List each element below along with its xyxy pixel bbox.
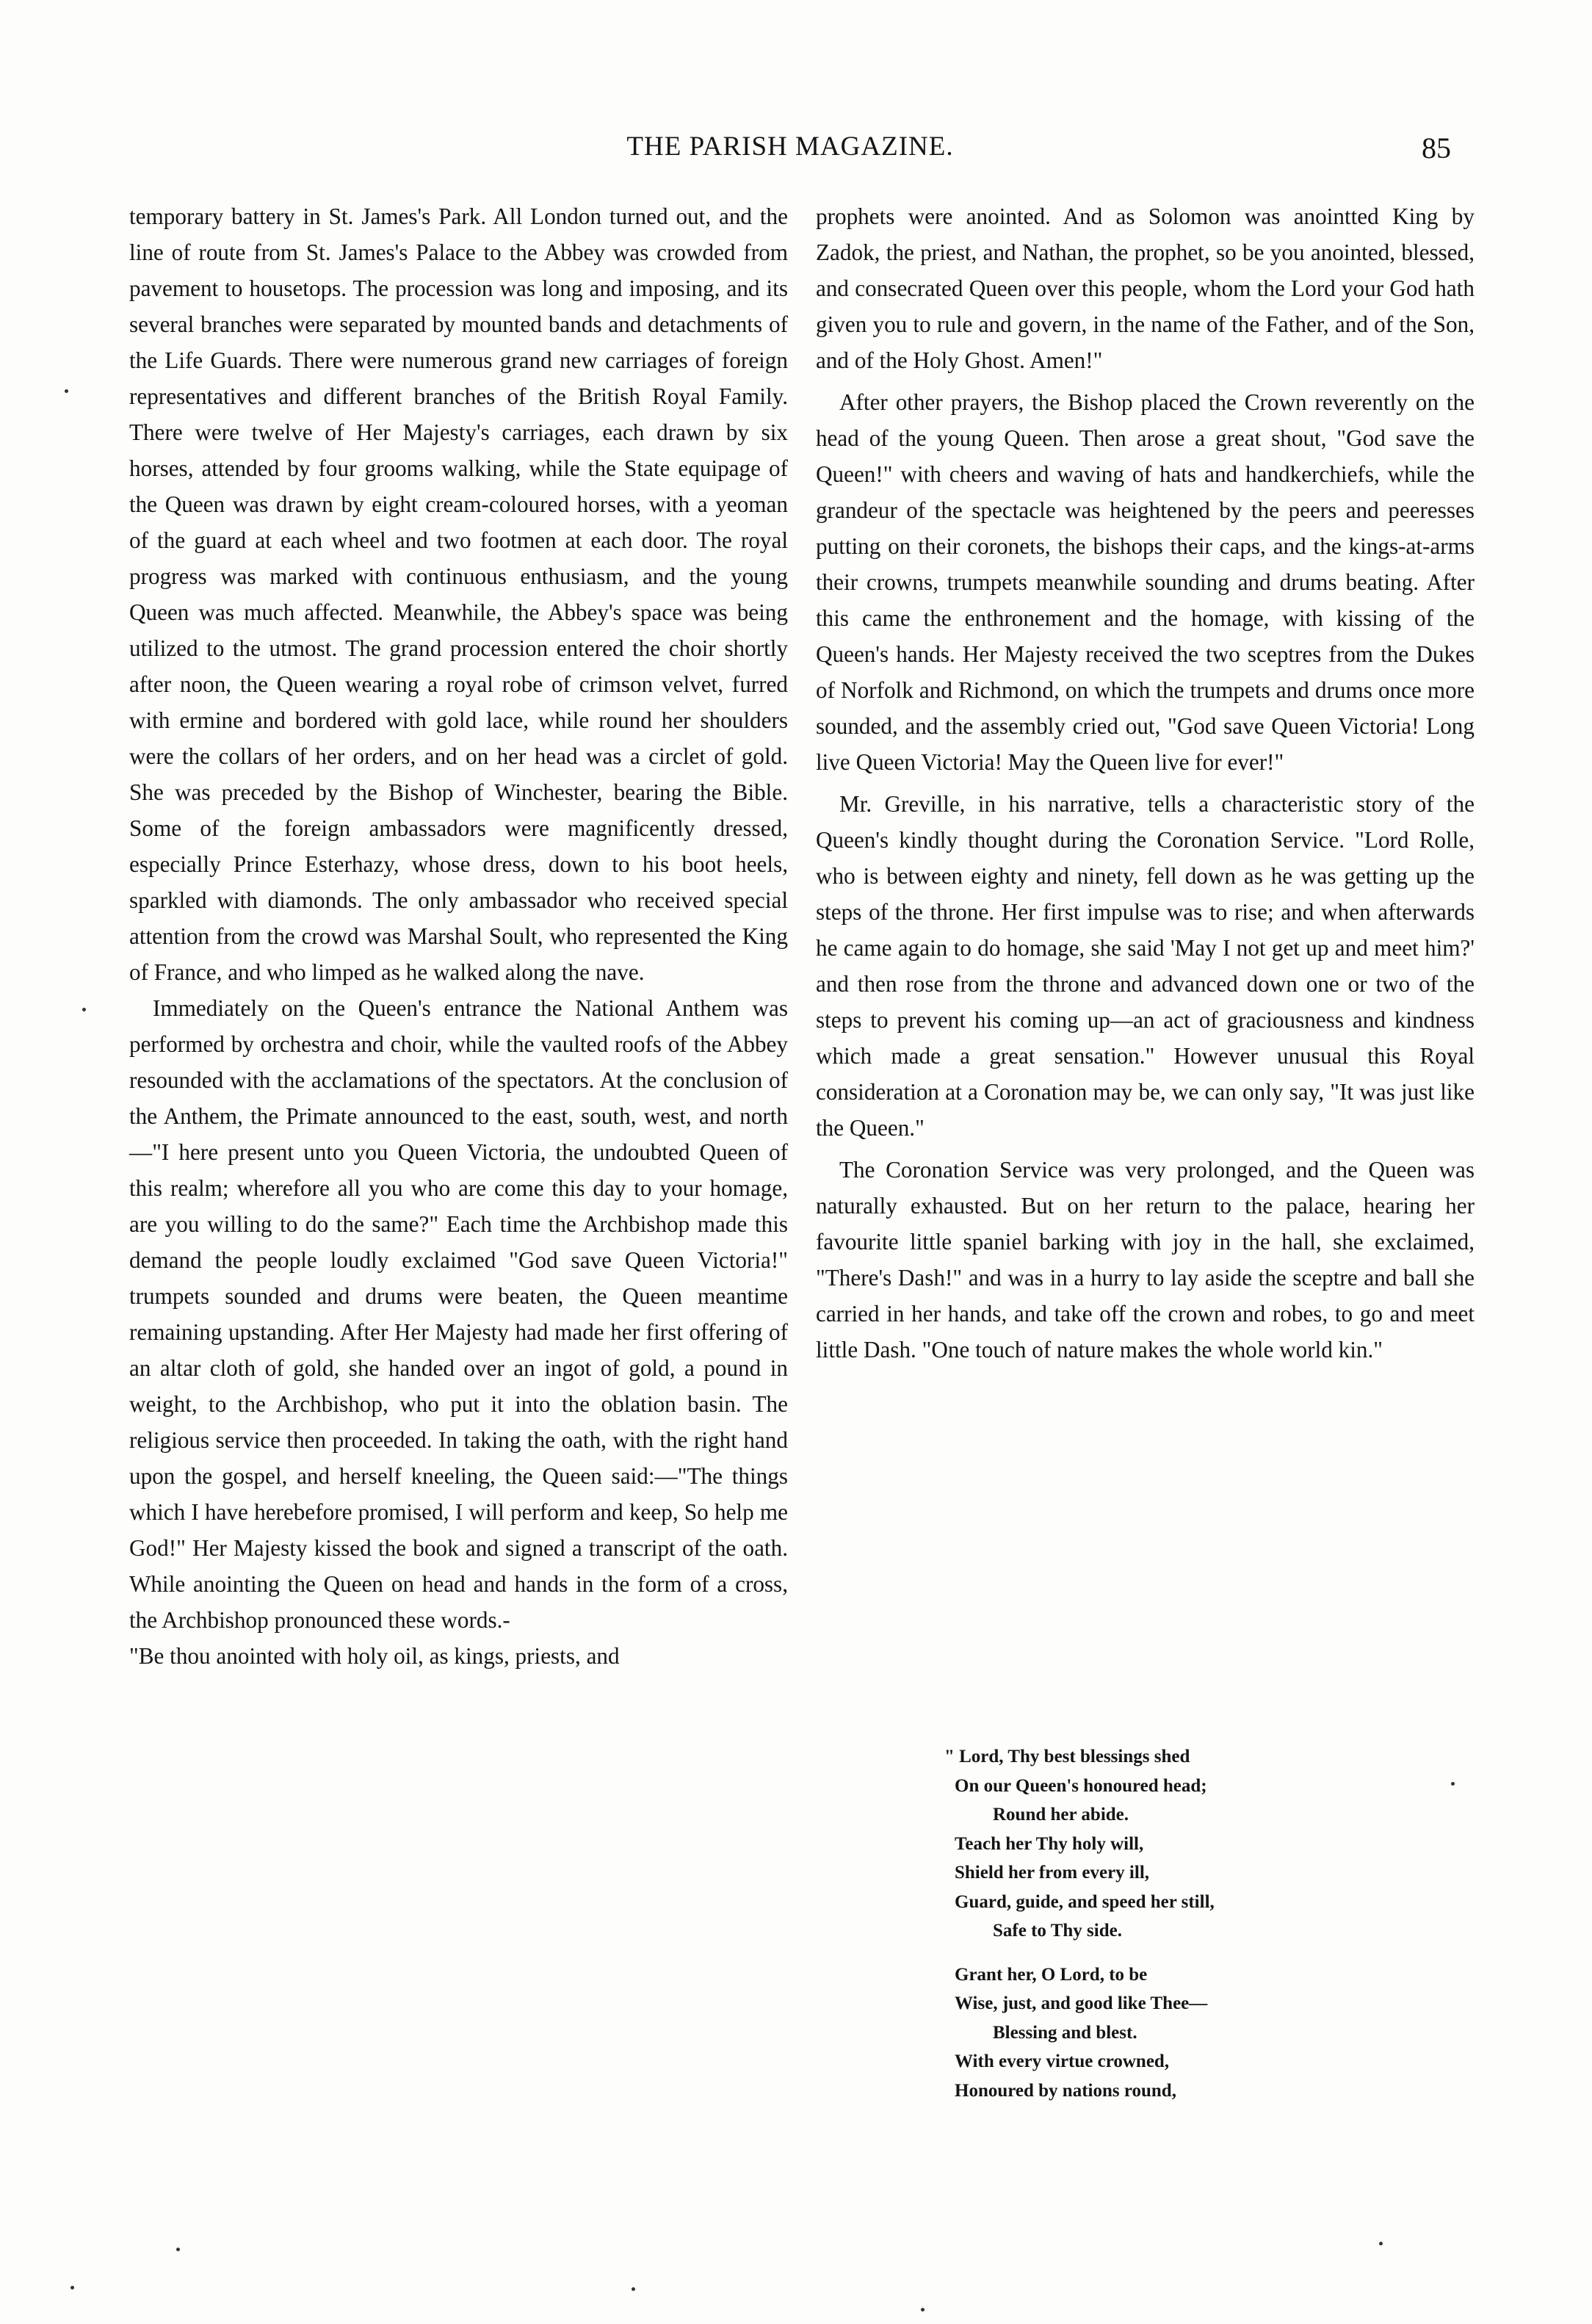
poem-stanza xyxy=(944,1742,1395,1946)
page-header xyxy=(129,131,1451,175)
poem-line: Round her abide. xyxy=(993,1805,1129,1825)
poem-line: Wise, just, and good like Thee— xyxy=(955,1993,1208,2013)
poem-line: Grant her, O Lord, to be xyxy=(955,1964,1148,1985)
scan-speck xyxy=(82,1008,86,1011)
poem-line: Teach her Thy holy will, xyxy=(955,1833,1144,1854)
scan-speck xyxy=(1451,1782,1455,1786)
poem-line: With every virtue crowned, xyxy=(955,2051,1170,2071)
running-title: THE PARISH MAGAZINE. xyxy=(626,131,954,162)
scan-speck xyxy=(65,389,68,393)
paragraph: prophets were anointed. And as Solomon was anointted King by Zadok, the priest, and Nathan, the prophet, so be you anointed, blessed, and consecrated Queen over this people, whom the Lord your God hath given you to rule and govern, in the name of the Father, and of the Son, and of the Holy Ghost. Amen!" xyxy=(816,203,1475,373)
poem-line: Honoured by nations round, xyxy=(955,2080,1176,2101)
scan-speck xyxy=(176,2248,180,2251)
scan-speck xyxy=(632,2287,635,2291)
poem-line: " Lord, Thy best blessings shed xyxy=(944,1747,1190,1767)
paragraph: temporary battery in St. James's Park. All London turned out, and the line of route from St. James's Palace to the Abbey was crowded from pavement to housetops. The procession was long and imposing, and its several branches were separated by mounted bands and detachments of the Life Guards. There were numerous grand new carriages of foreign representatives and different branches of the British Royal Family. There were twelve of Her Majesty's carriages, each drawn by six horses, attended by four grooms walking, while the State equipage of the Queen was drawn by eight cream-coloured horses, with a yeoman of the guard at each wheel and two footmen at each door. The royal progress was marked with continuous enthusiasm, and the young Queen was much affected. Meanwhile, the Abbey's space was being utilized to the utmost. The grand procession entered the choir shortly after noon, the Queen wearing a royal robe of crimson velvet, furred with ermine and bordered with gold lace, while round her shoulders were the collars of her orders, and on her head was a circlet of gold. She was preceded by the Bishop of Winchester, bearing the Bible. Some of the foreign ambassadors were magnificently dressed, especially Prince Esterhazy, whose dress, down to his boot heels, sparkled with diamonds. The only ambassador who received special attention from the crowd was Marshal Soult, who represented the King of France, and who limped as he walked along the nave. xyxy=(129,203,788,985)
poem-stanza xyxy=(955,1960,1395,2106)
paragraph: Immediately on the Queen's entrance the National Anthem was performed by orchestra and choir, while the vaulted roofs of the Abbey resounded with the acclamations of the spectators. At the conclusion of the Anthem, the Primate announced to the east, south, west, and north—"I here present unto you Queen Victoria, the undoubted Queen of this realm; wherefore all you who are come this day to your homage, are you willing to do the same?" Each time the Archbishop made this demand the people loudly exclaimed "God save Queen Victoria!" trumpets sounded and drums were beaten, the Queen meantime remaining upstanding. After Her Majesty had made her first offering of an altar cloth of gold, she handed over an ingot of gold, a pound in weight, to the Archbishop, who put it into the oblation basin. The religious service then proceeded. In taking the oath, with the right hand upon the gospel, and herself kneeling, the Queen said:—"The things which I have herebefore promised, I will perform and keep, So help me God!" Her Majesty kissed the book and signed a transcript of the oath. While anointing the Queen on head and hands in the form of a cross, the Archbishop pronounced these words.- xyxy=(129,995,788,1633)
left-column xyxy=(129,198,788,1674)
poem-line: Shield her from every ill, xyxy=(955,1863,1150,1883)
page-number: 85 xyxy=(1422,131,1451,165)
poem-line: On our Queen's honoured head; xyxy=(955,1775,1207,1796)
scan-speck xyxy=(70,2286,74,2289)
right-column xyxy=(816,198,1475,1368)
paragraph: After other prayers, the Bishop placed the Crown reverently on the head of the young Queen. Then arose a great shout, "God save the Queen!" with cheers and waving of hats and handkerchiefs, while the grandeur of the spectacle was heightened by the peers and peeresses putting on their coronets, the bishops their caps, and the kings-at-arms their crowns, trumpets meanwhile sounding and drums beating. After this came the enthronement and the homage, with kissing of the Queen's hands. Her Majesty received the two sceptres from the Dukes of Norfolk and Richmond, on which the trumpets and drums once more sounded, and the assembly cried out, "God save Queen Victoria! Long live Queen Victoria! May the Queen live for ever!" xyxy=(816,389,1475,775)
scan-speck xyxy=(921,2308,925,2312)
paragraph: The Coronation Service was very prolonged, and the Queen was naturally exhausted. But on her return to the palace, hearing her favourite little spaniel barking with joy in the hall, she exclaimed, "There's Dash!" and was in a hurry to lay aside the sceptre and ball she carried in her hands, and take off the crown and robes, to go and meet little Dash. "One touch of nature makes the whole world kin." xyxy=(816,1157,1475,1363)
paragraph: "Be thou anointed with holy oil, as kings, priests, and xyxy=(129,1643,620,1669)
poem xyxy=(944,1742,1395,2120)
scan-speck xyxy=(1379,2242,1383,2245)
poem-line: Guard, guide, and speed her still, xyxy=(955,1891,1215,1912)
paragraph: Mr. Greville, in his narrative, tells a characteristic story of the Queen's kindly thought during the Coronation Service. "Lord Rolle, who is between eighty and ninety, fell down as he was getting up the steps of the throne. Her first impulse was to rise; and when afterwards he came again to do homage, she said 'May I not get up and meet him?' and then rose from the throne and advanced down one or two of the steps to prevent his coming up—an act of graciousness and kindness which made a great sensation." However unusual this Royal consideration at a Coronation may be, we can only say, "It was just like the Queen." xyxy=(816,791,1475,1141)
poem-line: Safe to Thy side. xyxy=(993,1921,1122,1941)
poem-line: Blessing and blest. xyxy=(993,2022,1137,2043)
